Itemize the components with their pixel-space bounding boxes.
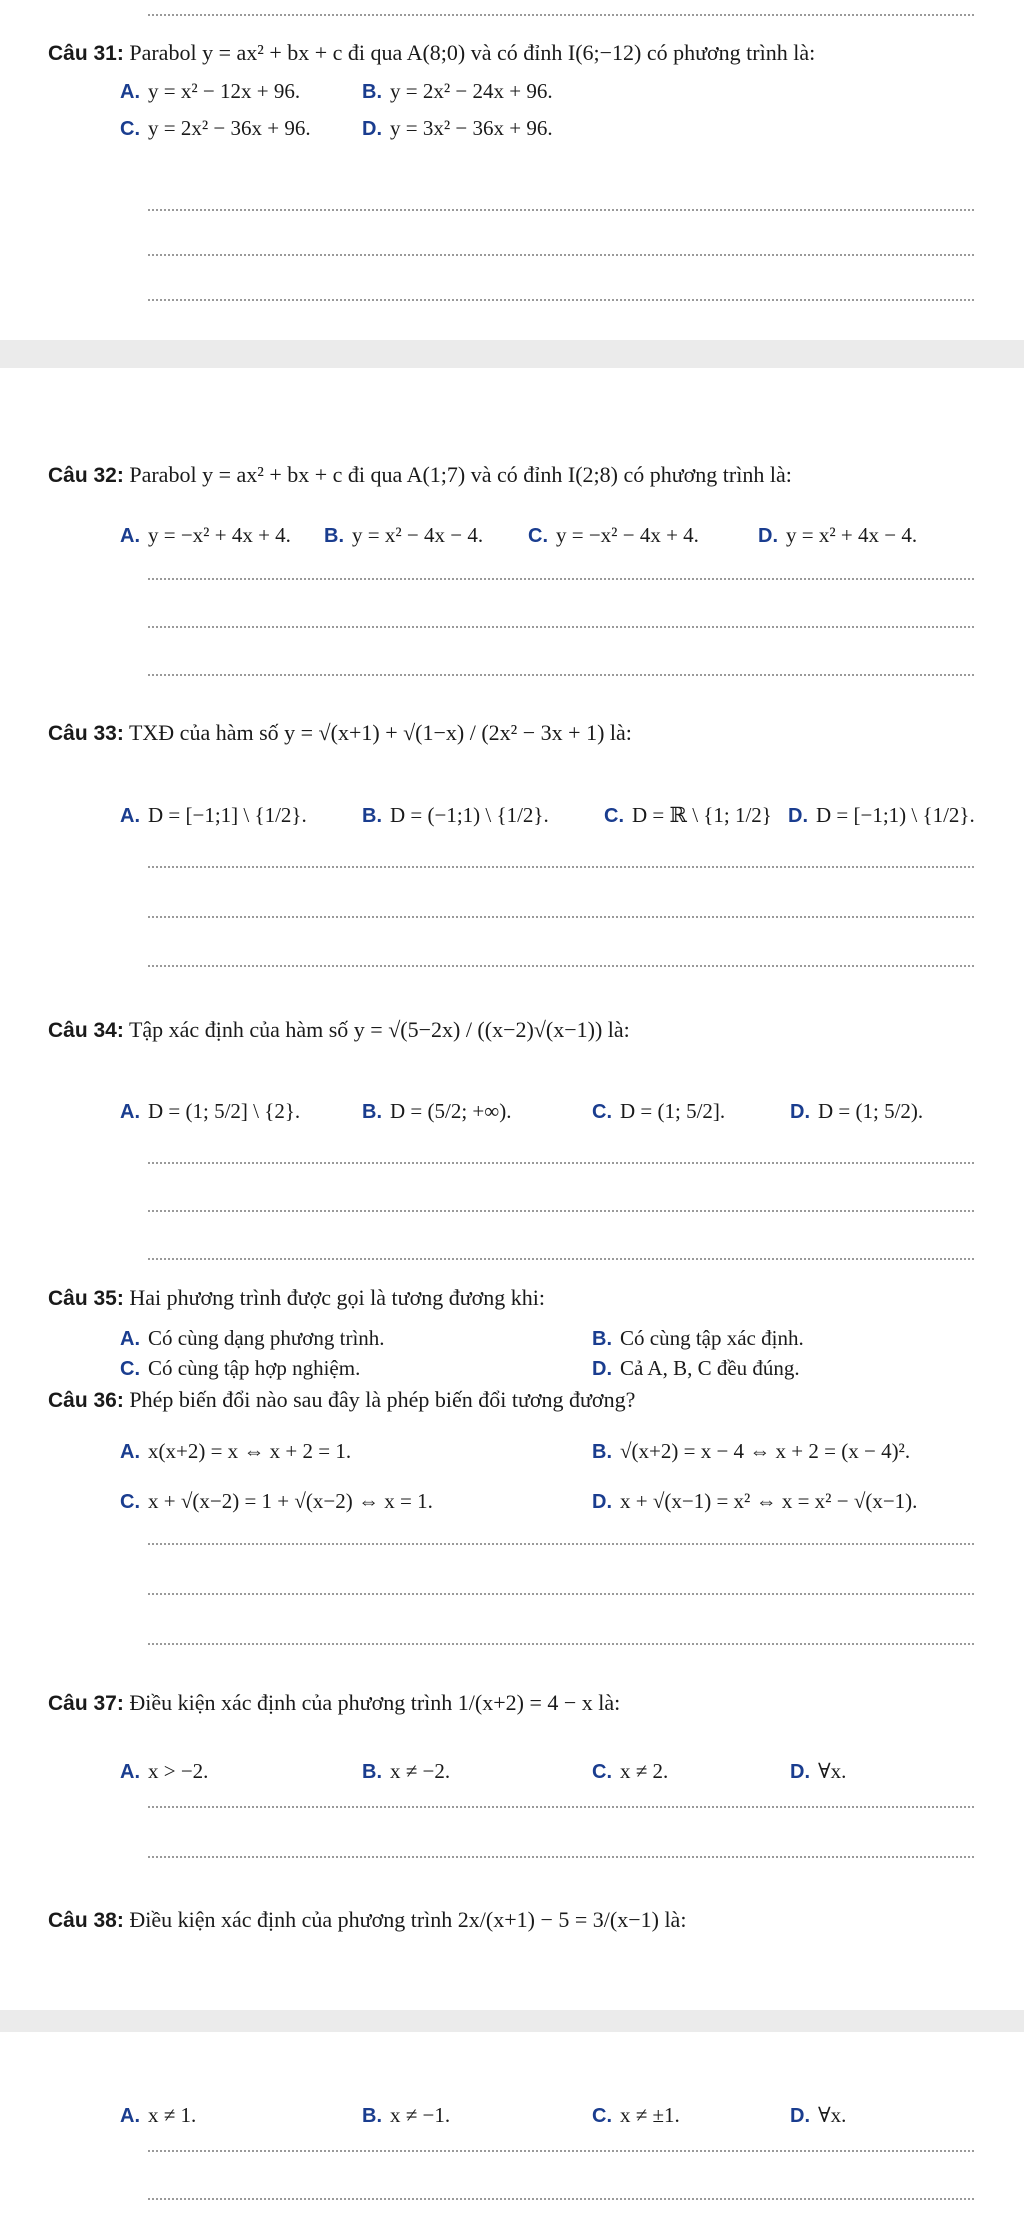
answer-line	[148, 626, 974, 628]
option-32-a[interactable]: A. y = −x² + 4x + 4.	[120, 523, 291, 547]
option-32-d[interactable]: D. y = x² + 4x − 4.	[758, 523, 918, 547]
page-gap	[0, 340, 1024, 368]
question-31	[48, 38, 815, 69]
option-35-b[interactable]: B. Có cùng tập xác định.	[592, 1326, 804, 1350]
question-35	[48, 1283, 545, 1314]
question-38	[48, 1905, 686, 1936]
option-37-b[interactable]: B. x ≠ −2.	[362, 1759, 451, 1783]
question-text: Tập xác định của hàm số y = √(5−2x) / ((x−2)√(x−1)) là:	[128, 1017, 630, 1042]
option-37-c[interactable]: C. x ≠ 2.	[592, 1759, 669, 1783]
question-text: Parabol y = ax² + bx + c đi qua A(8;0) và có đỉnh I(6;−12) có phương trình là:	[129, 40, 816, 65]
option-34-d[interactable]: D. D = (1; 5/2).	[790, 1099, 924, 1123]
question-33	[48, 718, 632, 749]
question-label: Câu 37:	[48, 1692, 124, 1715]
question-32	[48, 460, 792, 491]
answer-line	[148, 2150, 974, 2152]
option-31-d[interactable]: D. y = 3x² − 36x + 96.	[362, 116, 553, 140]
question-label: Câu 32:	[48, 464, 124, 487]
option-35-c[interactable]: C. Có cùng tập hợp nghiệm.	[120, 1356, 361, 1380]
option-32-c[interactable]: C. y = −x² − 4x + 4.	[528, 523, 699, 547]
answer-line	[148, 1593, 974, 1595]
option-34-c[interactable]: C. D = (1; 5/2].	[592, 1099, 726, 1123]
question-label: Câu 31:	[48, 42, 124, 65]
answer-line	[148, 965, 974, 967]
option-33-d[interactable]: D. D = [−1;1) \ {1/2}.	[788, 803, 975, 827]
answer-line	[148, 578, 974, 580]
question-label: Câu 35:	[48, 1287, 124, 1310]
answer-line	[148, 1806, 974, 1808]
question-label: Câu 34:	[48, 1019, 124, 1042]
question-36	[48, 1385, 635, 1416]
question-text: Điều kiện xác định của phương trình 1/(x+2) = 4 − x là:	[129, 1690, 621, 1715]
question-label: Câu 33:	[48, 722, 124, 745]
question-text: TXĐ của hàm số y = √(x+1) + √(1−x) / (2x² − 3x + 1) là:	[128, 720, 632, 745]
question-text: Parabol y = ax² + bx + c đi qua A(1;7) và có đỉnh I(2;8) có phương trình là:	[129, 462, 792, 487]
answer-line	[148, 1543, 974, 1545]
answer-line	[148, 866, 974, 868]
option-35-a[interactable]: A. Có cùng dạng phương trình.	[120, 1326, 385, 1350]
option-32-b[interactable]: B. y = x² − 4x − 4.	[324, 523, 484, 547]
option-36-d[interactable]: D. x + √(x−1) = x² ⇔ x = x² − √(x−1).	[592, 1489, 918, 1513]
page-gap	[0, 2010, 1024, 2032]
answer-line	[148, 1856, 974, 1858]
question-37	[48, 1688, 620, 1719]
option-37-d[interactable]: D. ∀x.	[790, 1759, 847, 1783]
option-31-a[interactable]: A. y = x² − 12x + 96.	[120, 79, 301, 103]
option-33-a[interactable]: A. D = [−1;1] \ {1/2}.	[120, 803, 307, 827]
option-36-c[interactable]: C. x + √(x−2) = 1 + √(x−2) ⇔ x = 1.	[120, 1489, 433, 1513]
answer-line	[148, 1210, 974, 1212]
option-36-b[interactable]: B. √(x+2) = x − 4 ⇔ x + 2 = (x − 4)².	[592, 1439, 911, 1463]
option-36-a[interactable]: A. x(x+2) = x ⇔ x + 2 = 1.	[120, 1439, 352, 1463]
answer-line	[148, 1643, 974, 1645]
answer-line	[148, 14, 974, 16]
option-38-c[interactable]: C. x ≠ ±1.	[592, 2103, 680, 2127]
option-34-a[interactable]: A. D = (1; 5/2] \ {2}.	[120, 1099, 301, 1123]
answer-line	[148, 299, 974, 301]
option-33-c[interactable]: C. D = ℝ \ {1; 1/2}	[604, 803, 772, 827]
question-34	[48, 1015, 630, 1046]
option-31-b[interactable]: B. y = 2x² − 24x + 96.	[362, 79, 553, 103]
answer-line	[148, 2198, 974, 2200]
option-33-b[interactable]: B. D = (−1;1) \ {1/2}.	[362, 803, 549, 827]
answer-line	[148, 254, 974, 256]
option-34-b[interactable]: B. D = (5/2; +∞).	[362, 1099, 512, 1123]
option-38-d[interactable]: D. ∀x.	[790, 2103, 847, 2127]
answer-line	[148, 209, 974, 211]
option-38-b[interactable]: B. x ≠ −1.	[362, 2103, 451, 2127]
question-label: Câu 38:	[48, 1909, 124, 1932]
answer-line	[148, 1258, 974, 1260]
option-35-d[interactable]: D. Cả A, B, C đều đúng.	[592, 1356, 800, 1380]
question-text: Hai phương trình được gọi là tương đương khi:	[129, 1285, 545, 1310]
question-label: Câu 36:	[48, 1389, 124, 1412]
question-text: Điều kiện xác định của phương trình 2x/(x+1) − 5 = 3/(x−1) là:	[129, 1907, 687, 1932]
question-text: Phép biến đổi nào sau đây là phép biến đổi tương đương?	[129, 1387, 636, 1412]
option-38-a[interactable]: A. x ≠ 1.	[120, 2103, 197, 2127]
answer-line	[148, 674, 974, 676]
answer-line	[148, 1162, 974, 1164]
option-37-a[interactable]: A. x > −2.	[120, 1759, 209, 1783]
answer-line	[148, 916, 974, 918]
option-31-c[interactable]: C. y = 2x² − 36x + 96.	[120, 116, 311, 140]
